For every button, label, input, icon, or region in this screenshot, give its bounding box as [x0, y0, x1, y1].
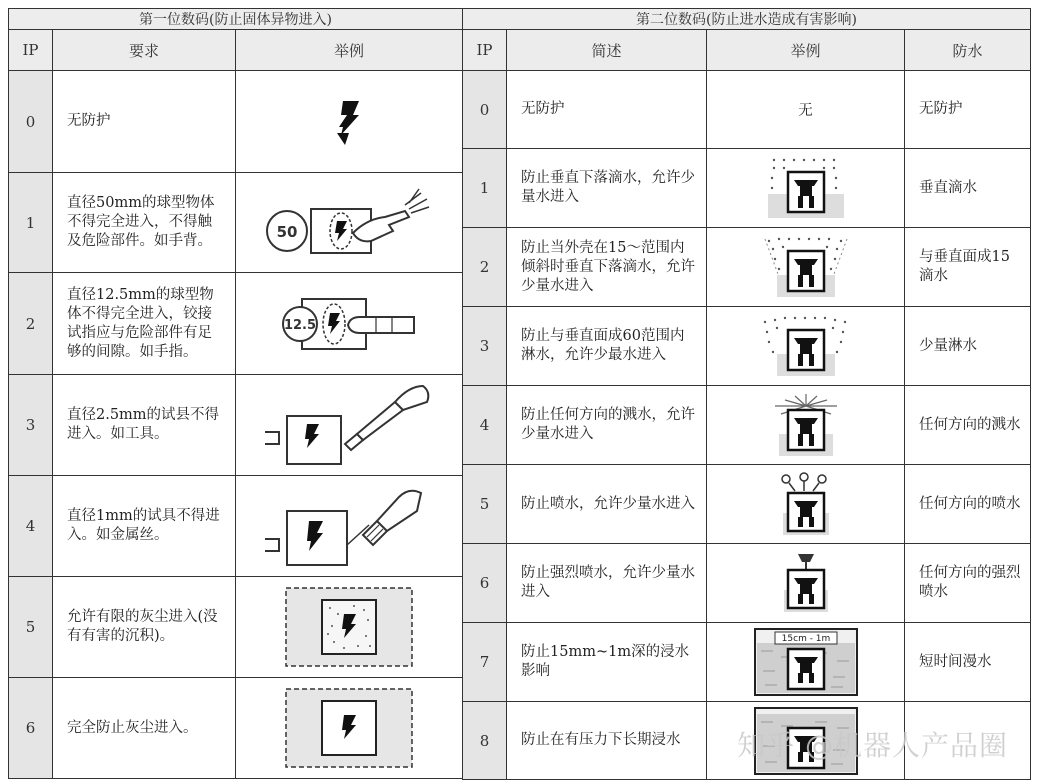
- right-header-desc: 简述: [507, 30, 707, 71]
- tilted-drip-icon: [707, 228, 905, 307]
- ip-code: 6: [9, 678, 53, 779]
- description-text: 防止任何方向的溅水，允许少量水进入: [507, 386, 707, 465]
- ip-code: 3: [9, 375, 53, 476]
- requirement-text: 直径2.5mm的试县不得进入。如工具。: [53, 375, 236, 476]
- table-row: [463, 465, 1031, 544]
- table-row: [463, 149, 1031, 228]
- left-table-title: 第一位数码(防止固体异物进入): [9, 9, 463, 30]
- water-protection-table: [462, 8, 1031, 780]
- powerful-jet-icon: [707, 544, 905, 623]
- dust-tight-icon: [236, 678, 463, 779]
- bolt-icon: [236, 71, 463, 173]
- water-protection-text: 无防护: [905, 71, 1031, 149]
- ip-code: 3: [463, 307, 507, 386]
- ip-code: 4: [9, 476, 53, 577]
- left-header-req: 要求: [53, 30, 236, 71]
- right-header-water: 防水: [905, 30, 1031, 71]
- immersion-icon: [707, 623, 905, 702]
- table-row: [9, 71, 463, 173]
- table-row: [9, 476, 463, 577]
- ip-code: 0: [9, 71, 53, 173]
- table-row: [9, 375, 463, 476]
- table-row: [9, 678, 463, 779]
- wire-probe-icon: [236, 476, 463, 577]
- table-row: [463, 623, 1031, 702]
- table-row: [9, 577, 463, 678]
- dust-protected-icon: [236, 577, 463, 678]
- spray-icon: [707, 307, 905, 386]
- requirement-text: 直径12.5mm的球型物体不得完全进入，铰接试指应与危险部件有足够的间隙。如手指。: [53, 273, 236, 375]
- requirement-text: 直径50mm的球型物体不得完全进入，不得触及危险部件。如手背。: [53, 173, 236, 273]
- left-header-ip: IP: [9, 30, 53, 71]
- hand-probe-50-icon: [236, 173, 463, 273]
- ip-code: 4: [463, 386, 507, 465]
- water-protection-text: 短时间漫水: [905, 623, 1031, 702]
- right-header-ip: IP: [463, 30, 507, 71]
- table-row: [463, 544, 1031, 623]
- description-text: 防止15mm~1m深的浸水影响: [507, 623, 707, 702]
- water-jet-icon: [707, 465, 905, 544]
- svg-text:12.5: 12.5: [283, 317, 317, 333]
- ip-code: 1: [9, 173, 53, 273]
- description-text: 防止在有压力下长期浸水: [507, 702, 707, 780]
- splash-icon: [707, 386, 905, 465]
- watermark: 知乎 @机器人产品圈: [737, 729, 1008, 762]
- description-text: 防止喷水，允许少量水进入: [507, 465, 707, 544]
- svg-text:15cm - 1m: 15cm - 1m: [781, 634, 830, 644]
- requirement-text: 直径1mm的试具不得进入。如金属丝。: [53, 476, 236, 577]
- ip-code: 6: [463, 544, 507, 623]
- description-text: 防止与垂直面成60范围内淋水，允许少最水进入: [507, 307, 707, 386]
- water-protection-text: 与垂直面成15 滴水: [905, 228, 1031, 307]
- description-text: 防止强烈喷水，允许少量水进入: [507, 544, 707, 623]
- table-row: [9, 273, 463, 375]
- ip-code: 0: [463, 71, 507, 149]
- table-row: [463, 228, 1031, 307]
- table-row: [463, 307, 1031, 386]
- ip-code: 8: [463, 702, 507, 780]
- tool-probe-icon: [236, 375, 463, 476]
- water-protection-text: 任何方向的溅水: [905, 386, 1031, 465]
- table-row: [463, 386, 1031, 465]
- water-protection-text: 垂直滴水: [905, 149, 1031, 228]
- vertical-drip-icon: [707, 149, 905, 228]
- table-row: [463, 71, 1031, 149]
- water-protection-text: 任何方向的喷水: [905, 465, 1031, 544]
- ip-code: 2: [463, 228, 507, 307]
- left-header-example: 举例: [236, 30, 463, 71]
- ip-code: 2: [9, 273, 53, 375]
- example-text: 无: [707, 71, 905, 149]
- ip-code: 5: [463, 465, 507, 544]
- water-protection-text: 少量淋水: [905, 307, 1031, 386]
- requirement-text: 无防护: [53, 71, 236, 173]
- finger-probe-12-5-icon: [236, 273, 463, 375]
- ip-code: 5: [9, 577, 53, 678]
- svg-text:50: 50: [276, 222, 298, 241]
- ip-code: 7: [463, 623, 507, 702]
- right-table-title: 第二位数码(防止进水造成有害影响): [463, 9, 1031, 30]
- requirement-text: 完全防止灰尘进入。: [53, 678, 236, 779]
- water-protection-text: 任何方向的强烈喷水: [905, 544, 1031, 623]
- description-text: 防止垂直下落滴水，允许少量水进入: [507, 149, 707, 228]
- table-row: [9, 173, 463, 273]
- ip-code: 1: [463, 149, 507, 228]
- solid-protection-table: [8, 8, 463, 779]
- description-text: 无防护: [507, 71, 707, 149]
- description-text: 防止当外壳在15～范围内倾斜时垂直下落滴水，允许少量水进入: [507, 228, 707, 307]
- right-header-example: 举例: [707, 30, 905, 71]
- requirement-text: 允许有限的灰尘进入(没有有害的沉积)。: [53, 577, 236, 678]
